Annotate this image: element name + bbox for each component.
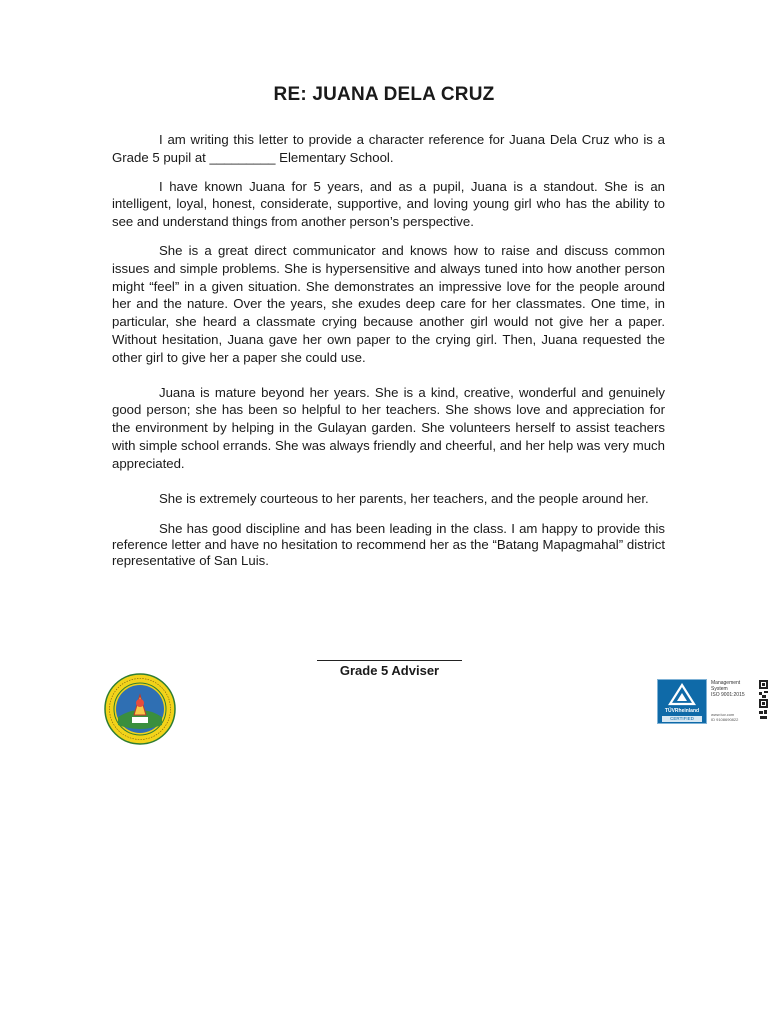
cert-line-website: www.tuv.com — [711, 712, 735, 717]
cert-line-iso: ISO 9001:2015 — [711, 692, 745, 698]
cert-details — [711, 680, 759, 698]
paragraph-discipline: She has good discipline and has been leading in the class. I am happy to provide this reference letter and have no hesitation to recommend her as the “Batang Mapagmahal” district representative of San Luis. — [112, 521, 665, 568]
deped-division-seal-icon — [104, 673, 176, 745]
letter-title: RE: JUANA DELA CRUZ — [273, 84, 495, 105]
cert-footer-details — [711, 712, 759, 722]
paragraph-known: I have known Juana for 5 years, and as a pupil, Juana is a standout. She is an intelligent, loyal, honest, considerate, supportive, and loving young girl who has the ability to see and understand things from another person’s perspective. — [112, 178, 665, 230]
qr-code-icon — [759, 679, 768, 724]
cert-line-management: Management — [711, 680, 741, 686]
paragraph-intro: I am writing this letter to provide a character reference for Juana Dela Cruz who is a Grade 5 pupil at _________ Elementary School. — [112, 132, 665, 165]
paragraph-communicator: She is a great direct communicator and knows how to raise and discuss common issues and simple problems. She is hypersensitive and always tuned into how another person might “feel” in a given situation. She demonstrates an impressive love for the people around her and the nature. Over the years, she exudes deep care for her classmates. One time, in particular, she heard a classmate crying because another girl would not give her a paper. Without hesitation, Juana gave her own paper to the crying girl. Then, Juana requested the other girl to give her a paper she could use. — [112, 242, 665, 365]
signature-line — [317, 660, 462, 661]
signature-label: Grade 5 Adviser — [339, 663, 440, 678]
cert-line-system: System — [711, 686, 728, 692]
paragraph-courteous: She is extremely courteous to her parents, her teachers, and the people around her. — [159, 490, 649, 506]
tuv-certification-badge-icon — [657, 679, 707, 724]
letter-body — [112, 131, 665, 569]
cert-line-id: ID 9108690822 — [711, 717, 739, 722]
signature-block — [317, 660, 462, 678]
certification-badge — [657, 679, 768, 724]
cert-brand: TÜVRheinland — [664, 708, 700, 714]
cert-certified-label: CERTIFIED — [662, 716, 702, 722]
paragraph-mature: Juana is mature beyond her years. She is a kind, creative, wonderful and genuinely good person; she has been so helpful to her teachers. She shows love and appreciation for the environment by helping in the Gulayan garden. She volunteers herself to assist teachers with simple school errands. She was always friendly and cheerful, and her help was very much appreciated. — [112, 384, 665, 471]
